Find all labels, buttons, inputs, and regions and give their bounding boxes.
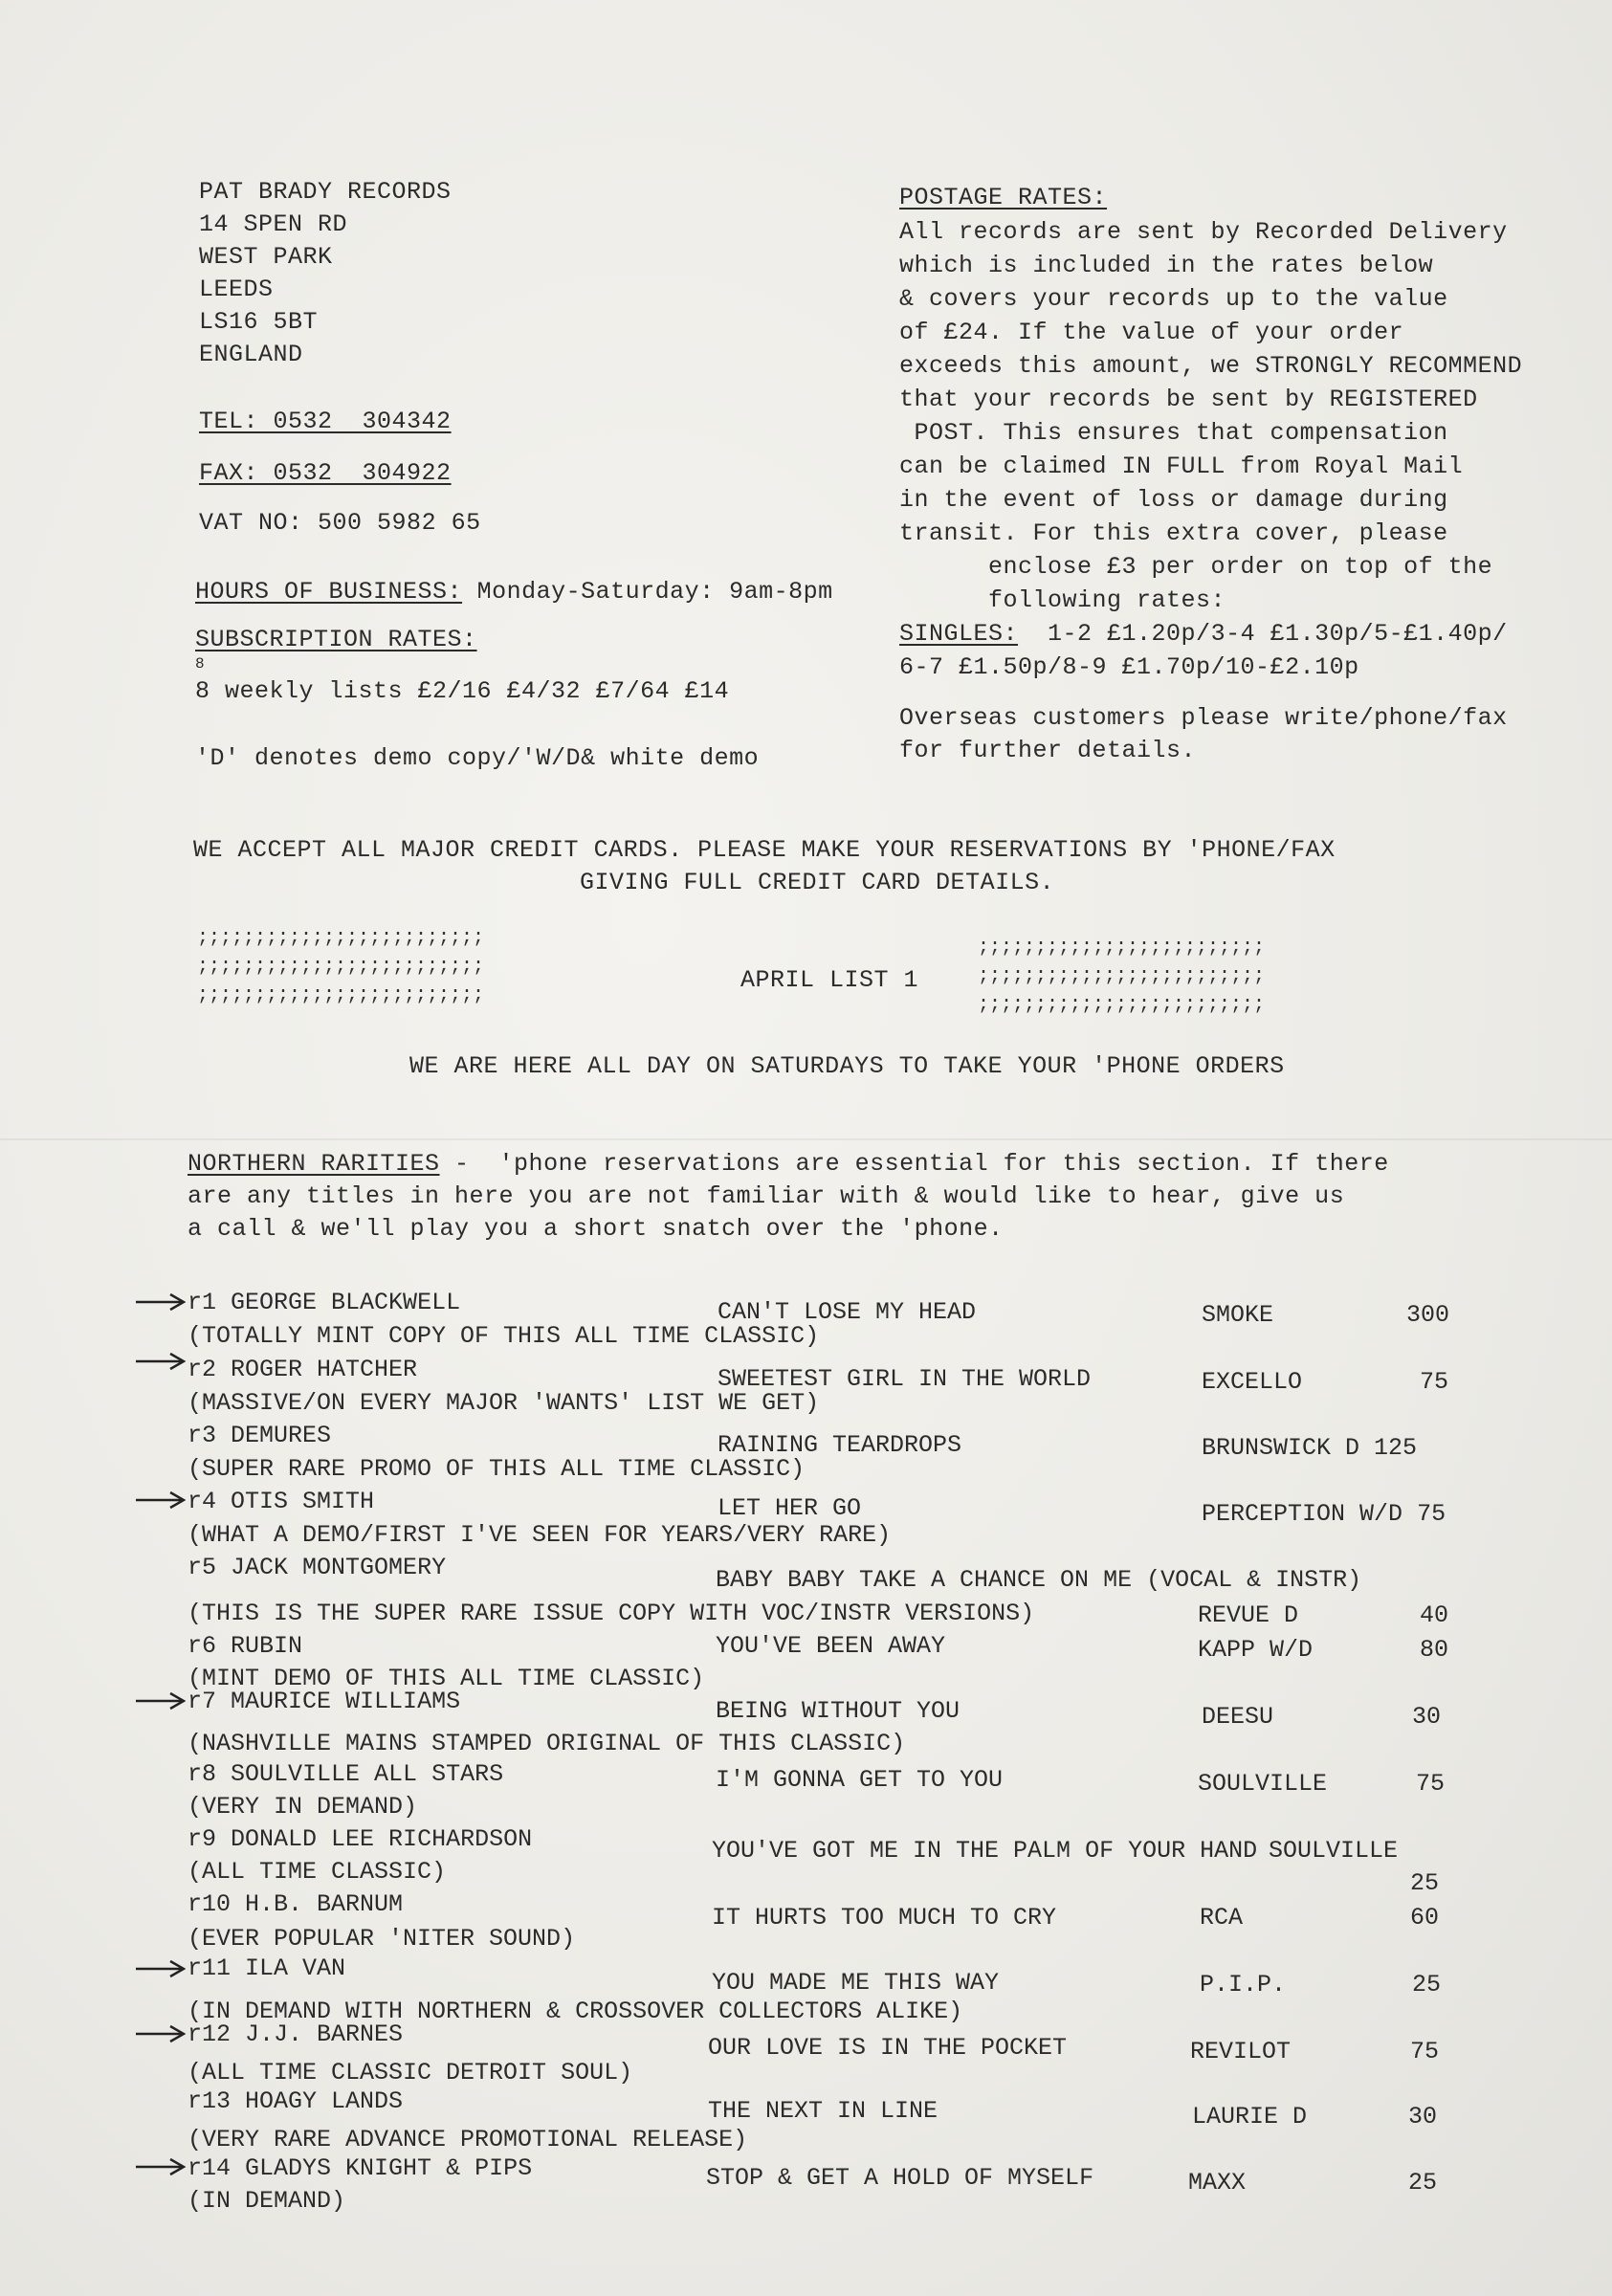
record-price: 40 <box>1420 1601 1449 1629</box>
record-note: (SUPER RARE PROMO OF THIS ALL TIME CLASSIC) <box>188 1455 806 1483</box>
record-artist-name: JACK MONTGOMERY <box>231 1554 447 1581</box>
postage-line-7: POST. This ensures that compensation <box>899 419 1448 447</box>
record-note: (THIS IS THE SUPER RARE ISSUE COPY WITH VOC/INSTR VERSIONS) <box>188 1600 1035 1627</box>
record-code: r6 <box>188 1632 217 1660</box>
record-label: LAURIE D <box>1192 2103 1308 2130</box>
record-note: (EVER POPULAR 'NITER SOUND) <box>188 1925 576 1953</box>
record-price: 80 <box>1420 1636 1449 1664</box>
record-note: (VERY IN DEMAND) <box>188 1793 418 1821</box>
singles-rates-line-1 <box>899 618 1508 651</box>
hours-of-business <box>195 576 833 608</box>
postage-line-9: in the event of loss or damage during <box>899 486 1448 514</box>
record-price: 300 <box>1406 1301 1450 1329</box>
record-label <box>1202 1432 1417 1465</box>
record-code: r8 <box>188 1760 217 1788</box>
hand-drawn-arrow-icon <box>134 2024 186 2043</box>
record-artist-name: RUBIN <box>231 1632 303 1660</box>
divider-right-1: ;;;;;;;;;;;;;;;;;;;;;;;;; <box>978 937 1266 959</box>
record-artist <box>188 1823 532 1856</box>
vat-number: 500 5982 65 <box>318 509 481 537</box>
address-line-city: LEEDS <box>199 276 274 303</box>
record-note: (ALL TIME CLASSIC) <box>188 1858 447 1886</box>
record-artist <box>188 1953 345 1985</box>
divider-right-2: ;;;;;;;;;;;;;;;;;;;;;;;;; <box>978 965 1266 987</box>
record-price: 75 <box>1410 2038 1440 2065</box>
saturday-note: WE ARE HERE ALL DAY ON SATURDAYS TO TAKE YOUR 'PHONE ORDERS <box>409 1052 1285 1080</box>
record-note: (VERY RARE ADVANCE PROMOTIONAL RELEASE) <box>188 2126 748 2153</box>
record-title: RAINING TEARDROPS <box>718 1431 962 1459</box>
record-price: 75 <box>1416 1770 1446 1798</box>
overseas-line-1: Overseas customers please write/phone/fax <box>899 704 1508 732</box>
record-title: LET HER GO <box>718 1494 862 1522</box>
fax-label: FAX: <box>199 459 259 487</box>
record-artist-name: J.J. BARNES <box>245 2020 404 2048</box>
record-artist <box>188 1486 374 1518</box>
record-label: P.I.P. <box>1200 1971 1287 1998</box>
record-label: SOULVILLE <box>1269 1837 1399 1865</box>
record-code: r2 <box>188 1356 217 1383</box>
record-code: r1 <box>188 1289 217 1316</box>
fax-number: 0532 304922 <box>273 459 452 487</box>
record-code: r11 <box>188 1954 232 1982</box>
postage-line-4: of £24. If the value of your order <box>899 319 1404 346</box>
hand-drawn-arrow-icon <box>134 1490 186 1510</box>
record-price: 25 <box>1412 1971 1442 1998</box>
postage-label: POSTAGE RATES: <box>899 184 1108 211</box>
northern-intro-text-1: - 'phone reservations are essential for this section. If there <box>439 1150 1389 1178</box>
record-artist <box>188 1552 446 1584</box>
singles-label: SINGLES: <box>899 620 1019 648</box>
record-note: (NASHVILLE MAINS STAMPED ORIGINAL OF THIS CLASSIC) <box>188 1730 906 1757</box>
record-artist <box>188 2019 403 2051</box>
record-artist-name: DEMURES <box>231 1422 332 1449</box>
subscription-label: SUBSCRIPTION RATES: <box>195 626 477 653</box>
record-title: THE NEXT IN LINE <box>708 2097 938 2125</box>
record-title: STOP & GET A HOLD OF MYSELF <box>706 2164 1094 2192</box>
record-code: r13 <box>188 2087 232 2115</box>
northern-intro-line-3: a call & we'll play you a short snatch over the 'phone. <box>188 1215 1004 1243</box>
record-artist-name: ILA VAN <box>245 1954 346 1982</box>
record-note: (MASSIVE/ON EVERY MAJOR 'WANTS' LIST WE GET) <box>188 1389 820 1417</box>
postage-line-2: which is included in the rates below <box>899 252 1434 279</box>
record-title: SWEETEST GIRL IN THE WORLD <box>718 1365 1092 1393</box>
credit-cards-line-2: GIVING FULL CREDIT CARD DETAILS. <box>580 869 1055 896</box>
record-code: r9 <box>188 1825 217 1853</box>
record-label: RCA <box>1200 1904 1244 1932</box>
record-artist <box>188 1686 460 1718</box>
record-title: YOU'VE BEEN AWAY <box>716 1632 946 1660</box>
record-note: (IN DEMAND) <box>188 2187 346 2215</box>
record-note: (TOTALLY MINT COPY OF THIS ALL TIME CLASSIC) <box>188 1322 820 1350</box>
postage-line-3: & covers your records up to the value <box>899 285 1448 313</box>
record-artist-name: DONALD LEE RICHARDSON <box>231 1825 533 1853</box>
record-title: BEING WITHOUT YOU <box>716 1697 961 1725</box>
record-price: 30 <box>1412 1703 1442 1731</box>
record-price: 60 <box>1410 1904 1440 1932</box>
record-artist <box>188 2152 532 2185</box>
postage-line-1: All records are sent by Recorded Delivery <box>899 218 1508 246</box>
record-note: (IN DEMAND WITH NORTHERN & CROSSOVER COLLECTORS ALIKE) <box>188 1998 963 2025</box>
northern-intro-line-2: are any titles in here you are not familiar with & would like to hear, give us <box>188 1182 1345 1210</box>
singles-rates-first: 1-2 £1.20p/3-4 £1.30p/5-£1.40p/ <box>1018 620 1508 648</box>
record-label <box>1202 1498 1446 1531</box>
record-artist-name: MAURICE WILLIAMS <box>231 1688 461 1715</box>
credit-cards-line-1: WE ACCEPT ALL MAJOR CREDIT CARDS. PLEASE MAKE YOUR RESERVATIONS BY 'PHONE/FAX <box>193 836 1336 864</box>
record-artist-name: SOULVILLE ALL STARS <box>231 1760 504 1788</box>
telephone-label: TEL: <box>199 408 259 435</box>
record-artist-name: GLADYS KNIGHT & PIPS <box>245 2154 533 2182</box>
paper-fold-crease <box>0 1138 1612 1140</box>
record-artist <box>188 1630 302 1663</box>
record-artist-name: H.B. BARNUM <box>245 1890 404 1918</box>
record-title: OUR LOVE IS IN THE POCKET <box>708 2034 1068 2062</box>
singles-rates-line-2: 6-7 £1.50p/8-9 £1.70p/10-£2.10p <box>899 653 1359 681</box>
record-artist <box>188 2086 403 2118</box>
record-code: r5 <box>188 1554 217 1581</box>
hand-drawn-arrow-icon <box>134 1691 186 1711</box>
postage-line-6: that your records be sent by REGISTERED <box>899 386 1478 413</box>
record-label-name: BRUNSWICK D <box>1202 1434 1360 1462</box>
record-price: 75 <box>1417 1500 1446 1528</box>
record-label: KAPP W/D <box>1198 1636 1314 1664</box>
record-title: YOU'VE GOT ME IN THE PALM OF YOUR HAND <box>712 1837 1258 1865</box>
telephone-line <box>199 406 452 438</box>
record-artist-name: ROGER HATCHER <box>231 1356 418 1383</box>
record-price: 25 <box>1408 2169 1438 2197</box>
postage-line-12: following rates: <box>899 586 1226 614</box>
record-label: SOULVILLE <box>1198 1770 1328 1798</box>
hours-value: Monday-Saturday: 9am-8pm <box>476 578 833 606</box>
divider-left-3: ;;;;;;;;;;;;;;;;;;;;;;;;; <box>197 984 485 1006</box>
list-title: APRIL LIST 1 <box>740 966 919 994</box>
record-artist <box>188 1354 417 1386</box>
telephone-number: 0532 304342 <box>273 408 452 435</box>
record-code: r4 <box>188 1488 217 1515</box>
address-line-company: PAT BRADY RECORDS <box>199 178 452 206</box>
subscription-rates: 8 weekly lists £2/16 £4/32 £7/64 £14 <box>195 677 730 705</box>
record-note: (ALL TIME CLASSIC DETROIT SOUL) <box>188 2059 633 2086</box>
overseas-line-2: for further details. <box>899 737 1197 764</box>
hand-drawn-arrow-icon <box>134 1352 186 1371</box>
record-note: (MINT DEMO OF THIS ALL TIME CLASSIC) <box>188 1665 705 1692</box>
record-label-name: PERCEPTION W/D <box>1202 1500 1403 1528</box>
record-price: 75 <box>1420 1368 1449 1396</box>
vat-label: VAT NO: <box>199 509 303 537</box>
record-title: I'M GONNA GET TO YOU <box>716 1766 1004 1794</box>
record-title: BABY BABY TAKE A CHANCE ON ME (VOCAL & INSTR) <box>716 1566 1362 1594</box>
hand-drawn-arrow-icon <box>134 1292 186 1312</box>
record-label: REVUE D <box>1198 1601 1299 1629</box>
address-line-district: WEST PARK <box>199 243 333 271</box>
fax-line <box>199 457 452 490</box>
record-code: r14 <box>188 2154 232 2182</box>
record-artist <box>188 1420 331 1452</box>
address-line-country: ENGLAND <box>199 341 303 368</box>
vat-line <box>199 507 481 540</box>
record-label: REVILOT <box>1190 2038 1292 2065</box>
record-code: r10 <box>188 1890 232 1918</box>
northern-intro-line-1 <box>188 1148 1389 1181</box>
divider-left-2: ;;;;;;;;;;;;;;;;;;;;;;;;; <box>197 956 485 978</box>
record-note: (WHAT A DEMO/FIRST I'VE SEEN FOR YEARS/VERY RARE) <box>188 1521 892 1549</box>
record-price: 25 <box>1410 1869 1440 1897</box>
record-label: MAXX <box>1188 2169 1247 2197</box>
record-artist-name: HOAGY LANDS <box>245 2087 404 2115</box>
divider-right-3: ;;;;;;;;;;;;;;;;;;;;;;;;; <box>978 994 1266 1016</box>
hand-drawn-arrow-icon <box>134 2157 186 2176</box>
subscription-small-digit: 8 <box>195 655 206 673</box>
hours-label: HOURS OF BUSINESS: <box>195 578 463 606</box>
northern-heading: NORTHERN RARITIES <box>188 1150 440 1178</box>
record-price: 30 <box>1408 2103 1438 2130</box>
demo-note: 'D' denotes demo copy/'W/D& white demo <box>195 744 760 772</box>
record-label: EXCELLO <box>1202 1368 1303 1396</box>
record-artist <box>188 1758 503 1791</box>
record-title: CAN'T LOSE MY HEAD <box>718 1298 977 1326</box>
record-label: DEESU <box>1202 1703 1274 1731</box>
divider-left-1: ;;;;;;;;;;;;;;;;;;;;;;;;; <box>197 927 485 949</box>
address-line-street: 14 SPEN RD <box>199 210 348 238</box>
record-artist-name: OTIS SMITH <box>231 1488 375 1515</box>
record-artist <box>188 1888 403 1921</box>
record-price: 125 <box>1374 1434 1418 1462</box>
record-label: SMOKE <box>1202 1301 1274 1329</box>
address-line-postcode: LS16 5BT <box>199 308 319 336</box>
postage-line-5: exceeds this amount, we STRONGLY RECOMMEND <box>899 352 1523 380</box>
postage-line-8: can be claimed IN FULL from Royal Mail <box>899 453 1464 480</box>
record-code: r3 <box>188 1422 217 1449</box>
record-title: YOU MADE ME THIS WAY <box>712 1969 1000 1997</box>
record-title: IT HURTS TOO MUCH TO CRY <box>712 1904 1057 1932</box>
postage-line-10: transit. For this extra cover, please <box>899 519 1448 547</box>
record-code: r7 <box>188 1688 217 1715</box>
record-artist <box>188 1287 460 1319</box>
hand-drawn-arrow-icon <box>134 1959 186 1978</box>
record-artist-name: GEORGE BLACKWELL <box>231 1289 461 1316</box>
record-code: r12 <box>188 2020 232 2048</box>
postage-line-11: enclose £3 per order on top of the <box>899 553 1493 581</box>
